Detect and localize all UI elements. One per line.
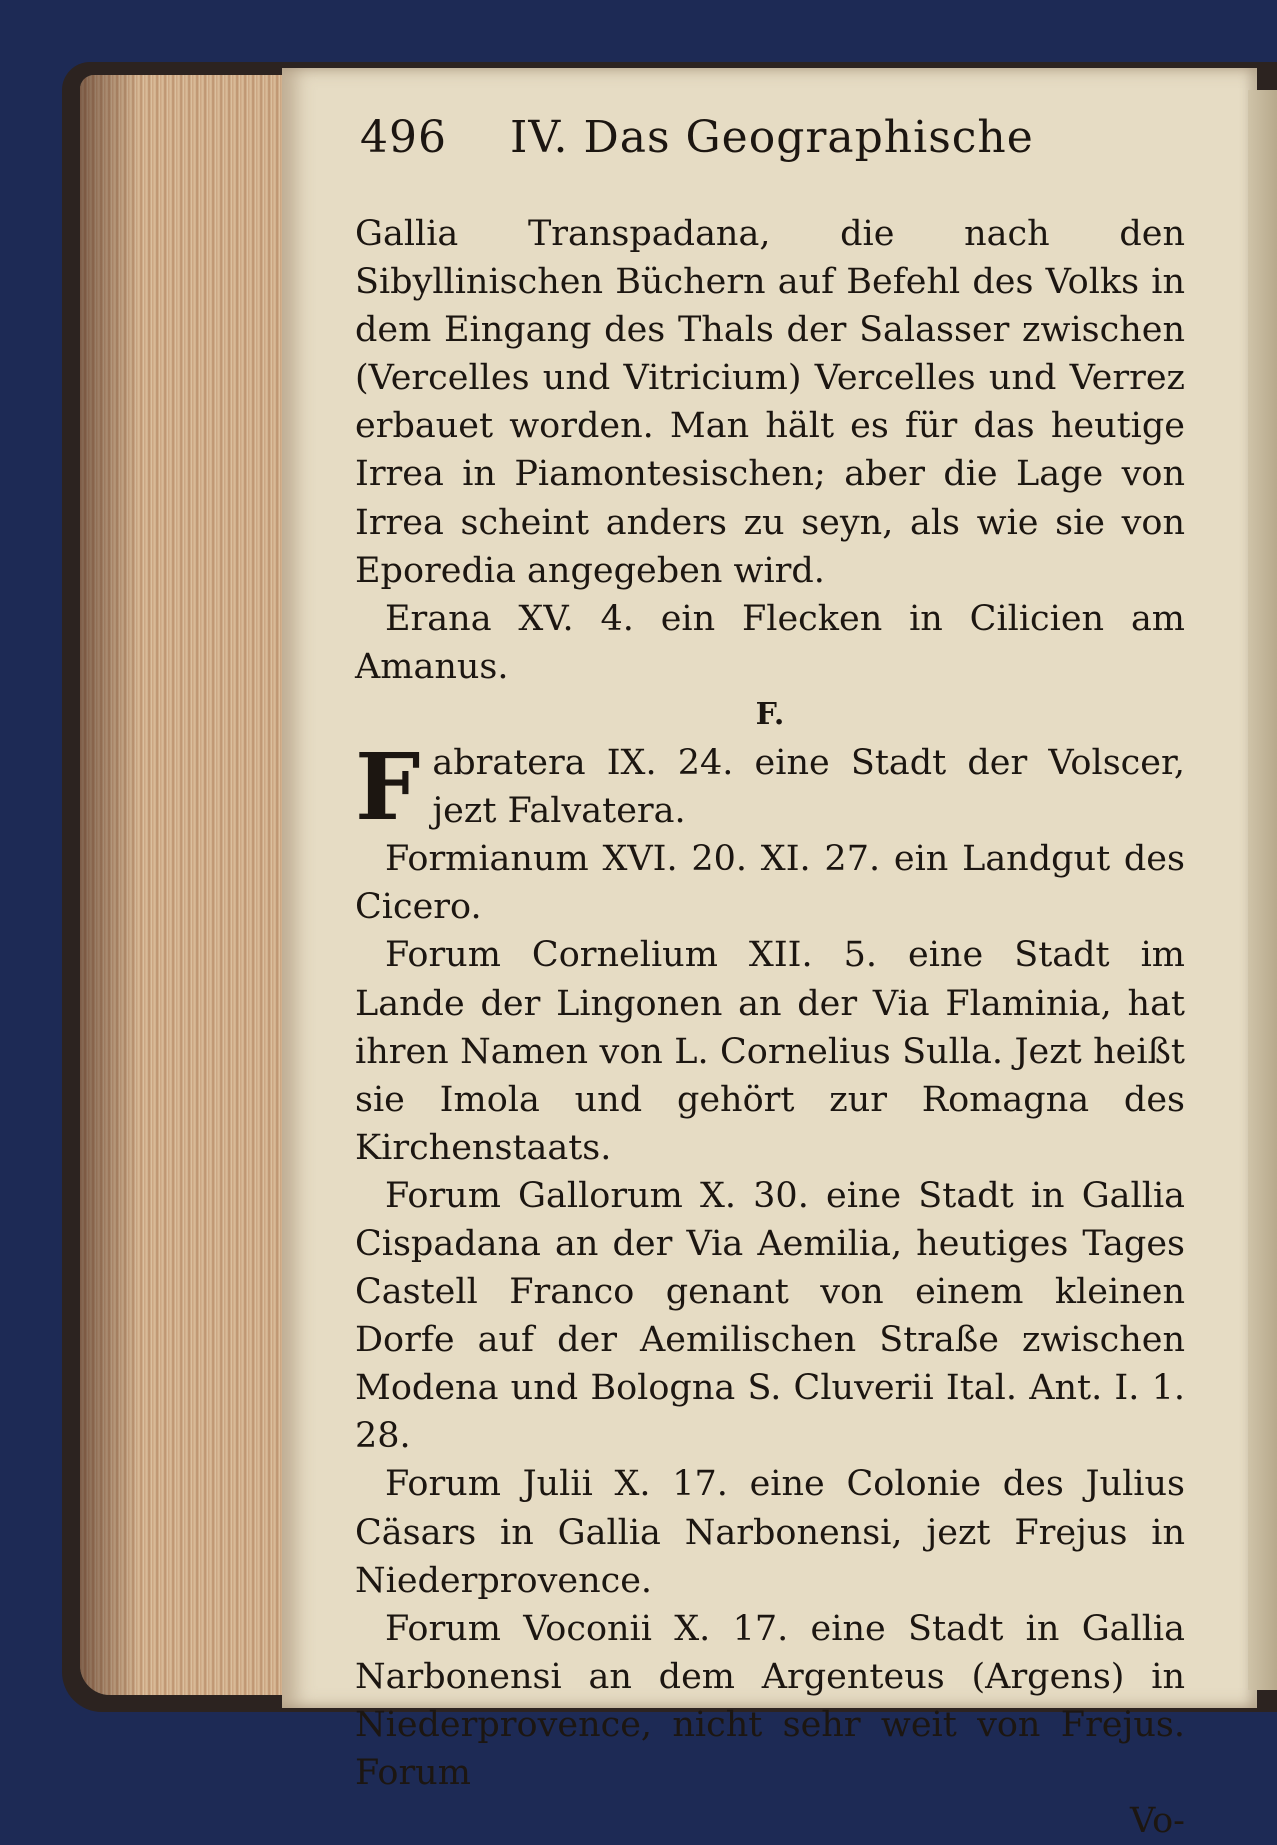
entry-fabratera [355, 733, 1185, 842]
running-title: IV. Das Geographische [510, 112, 1034, 163]
page-text [355, 210, 1185, 1845]
entry-forum-cornelium: Forum Cornelium XII. 5. eine Stadt im Lande der Lingonen an der Via Flaminia, hat ihren Namen von L. Cornelius Sulla. Jezt heißt sie Imola und gehört zur Romagna des Kirchenstaats. [355, 935, 1185, 1168]
entry-forum-gallorum: Forum Gallorum X. 30. eine Stadt in Gallia Cispadana an der Via Aemilia, heutiges Tages Castell Franco genant von einem kleinen Dorfe auf der Aemilischen Straße zwischen Modena und Bologna S. Cluverii Ital. Ant. I. 1. 28. [355, 1175, 1185, 1457]
entry-fabratera-text: abratera IX. 24. eine Stadt der Volscer, jezt Falvatera. [432, 743, 1185, 832]
page-header [360, 112, 1200, 172]
page-right-edge [1248, 90, 1277, 1690]
page-edges [80, 75, 285, 1695]
page-number: 496 [360, 112, 447, 163]
entry-gallia-transpadana: Gallia Transpadana, die nach den Sibyllinischen Büchern auf Befehl des Volks in dem Eingang des Thals der Salasser zwischen (Vercelles und Vitricium) Vercelles und Verrez erbauet worden. Man hält es für das heutige Irrea in Piamontesischen; aber die Lage von Irrea scheint anders zu seyn, als wie sie von Eporedia angegeben wird. [355, 214, 1185, 591]
entry-erana: Erana XV. 4. ein Flecken in Cilicien am Amanus. [355, 598, 1185, 687]
catchword: Vo- [1130, 1801, 1185, 1842]
section-letter-f: F. [755, 696, 785, 732]
entry-formianum: Formianum XVI. 20. XI. 27. ein Landgut des Cicero. [355, 839, 1185, 928]
entry-forum-julii: Forum Julii X. 17. eine Colonie des Julius Cäsars in Gallia Narbonensi, jezt Frejus in Niederprovence. [355, 1464, 1185, 1601]
entry-forum-voconii: Forum Voconii X. 17. eine Stadt in Gallia Narbonensi an dem Argenteus (Argens) in Niederprovence, nicht sehr weit von Frejus. Forum [355, 1608, 1185, 1793]
drop-cap: F [355, 733, 421, 842]
